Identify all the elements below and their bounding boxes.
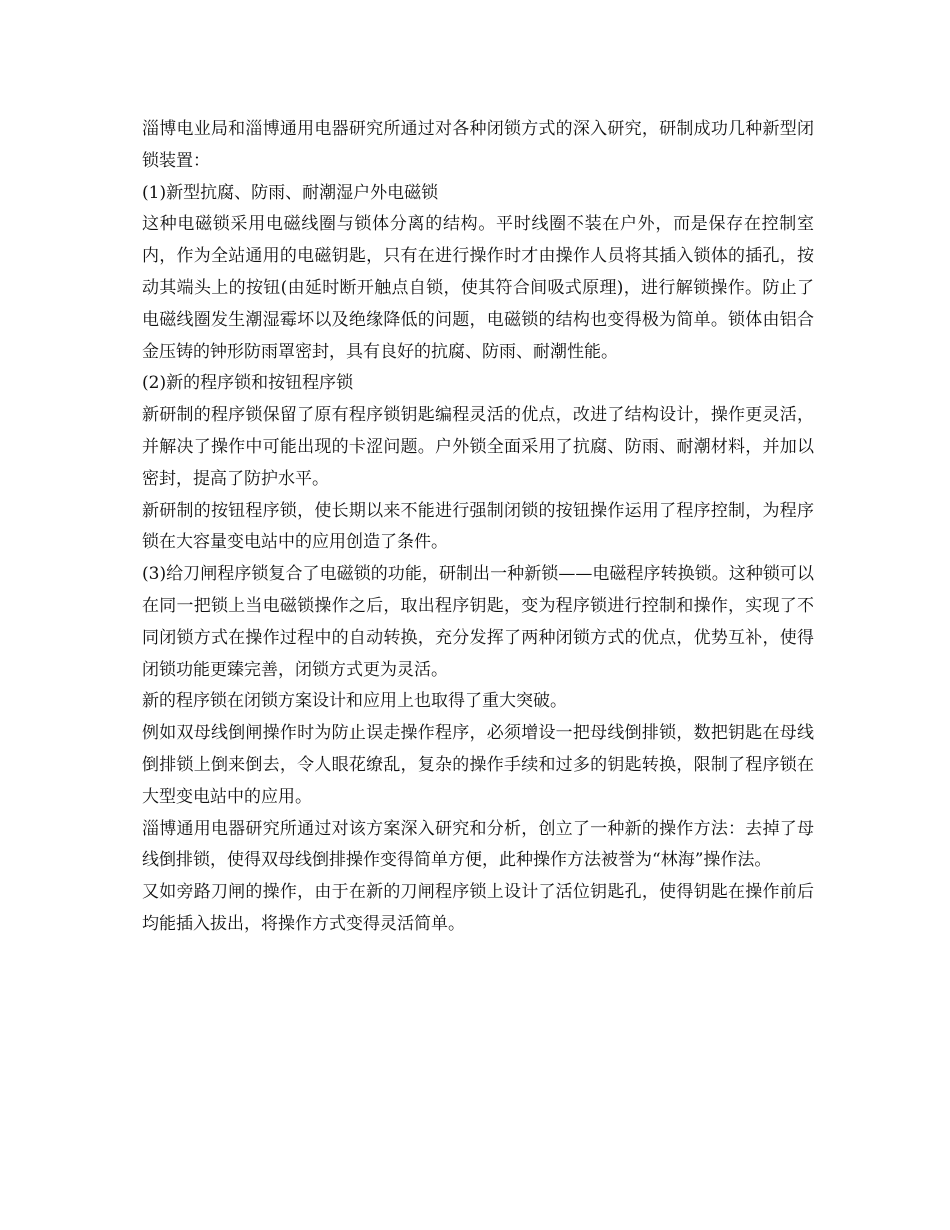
intro-paragraph: 淄博电业局和淄博通用电器研究所通过对各种闭锁方式的深入研究，研制成功几种新型闭锁装置： xyxy=(142,119,814,171)
body-paragraph: 新研制的程序锁保留了原有程序锁钥匙编程灵活的优点，改进了结构设计，操作更灵活，并解决了操作中可能出现的卡涩问题。户外锁全面采用了抗腐、防雨、耐潮材料，并加以密封，提高了防护水平。 xyxy=(142,405,814,489)
body-paragraph: 新的程序锁在闭锁方案设计和应用上也取得了重大突破。 xyxy=(142,691,567,712)
document-body xyxy=(142,114,814,941)
body-paragraph: 又如旁路刀闸的操作，由于在新的刀闸程序锁上设计了活位钥匙孔，使得钥匙在操作前后均能插入拔出，将操作方式变得灵活简单。 xyxy=(142,882,814,934)
section-heading-2: (2)新的程序锁和按钮程序锁 xyxy=(142,373,354,394)
body-paragraph: 这种电磁锁采用电磁线圈与锁体分离的结构。平时线圈不装在户外，而是保存在控制室内，作为全站通用的电磁钥匙，只有在进行操作时才由操作人员将其插入锁体的插孔，按动其端头上的按钮(由延时断开触点自锁，使其符合间吸式原理)，进行解锁操作。防止了电磁线圈发生潮湿霉坏以及绝缘降低的问题，电磁锁的结构也变得极为简单。锁体由铝合金压铸的钟形防雨罩密封，具有良好的抗腐、防雨、耐潮性能。 xyxy=(142,214,814,362)
body-paragraph: 新研制的按钮程序锁，使长期以来不能进行强制闭锁的按钮操作运用了程序控制，为程序锁在大容量变电站中的应用创造了条件。 xyxy=(142,500,814,553)
body-paragraph: 淄博通用电器研究所通过对该方案深入研究和分析，创立了一种新的操作方法：去掉了母线倒排锁，使得双母线倒排操作变得简单方便，此种操作方法被誉为“林海”操作法。 xyxy=(142,818,814,871)
section-paragraph-3: (3)给刀闸程序锁复合了电磁锁的功能，研制出一种新锁——电磁程序转换锁。这种锁可以在同一把锁上当电磁锁操作之后，取出程序钥匙，变为程序锁进行控制和操作，实现了不同闭锁方式在操作过程中的自动转换，充分发挥了两种闭锁方式的优点，优势互补，使得闭锁功能更臻完善，闭锁方式更为灵活。 xyxy=(142,564,814,680)
section-heading-1: (1)新型抗腐、防雨、耐潮湿户外电磁锁 xyxy=(142,182,439,203)
body-paragraph: 例如双母线倒闸操作时为防止误走操作程序，必须增设一把母线倒排锁，数把钥匙在母线倒排锁上倒来倒去，令人眼花缭乱，复杂的操作手续和过多的钥匙转换，限制了程序锁在大型变电站中的应用。 xyxy=(142,723,814,807)
